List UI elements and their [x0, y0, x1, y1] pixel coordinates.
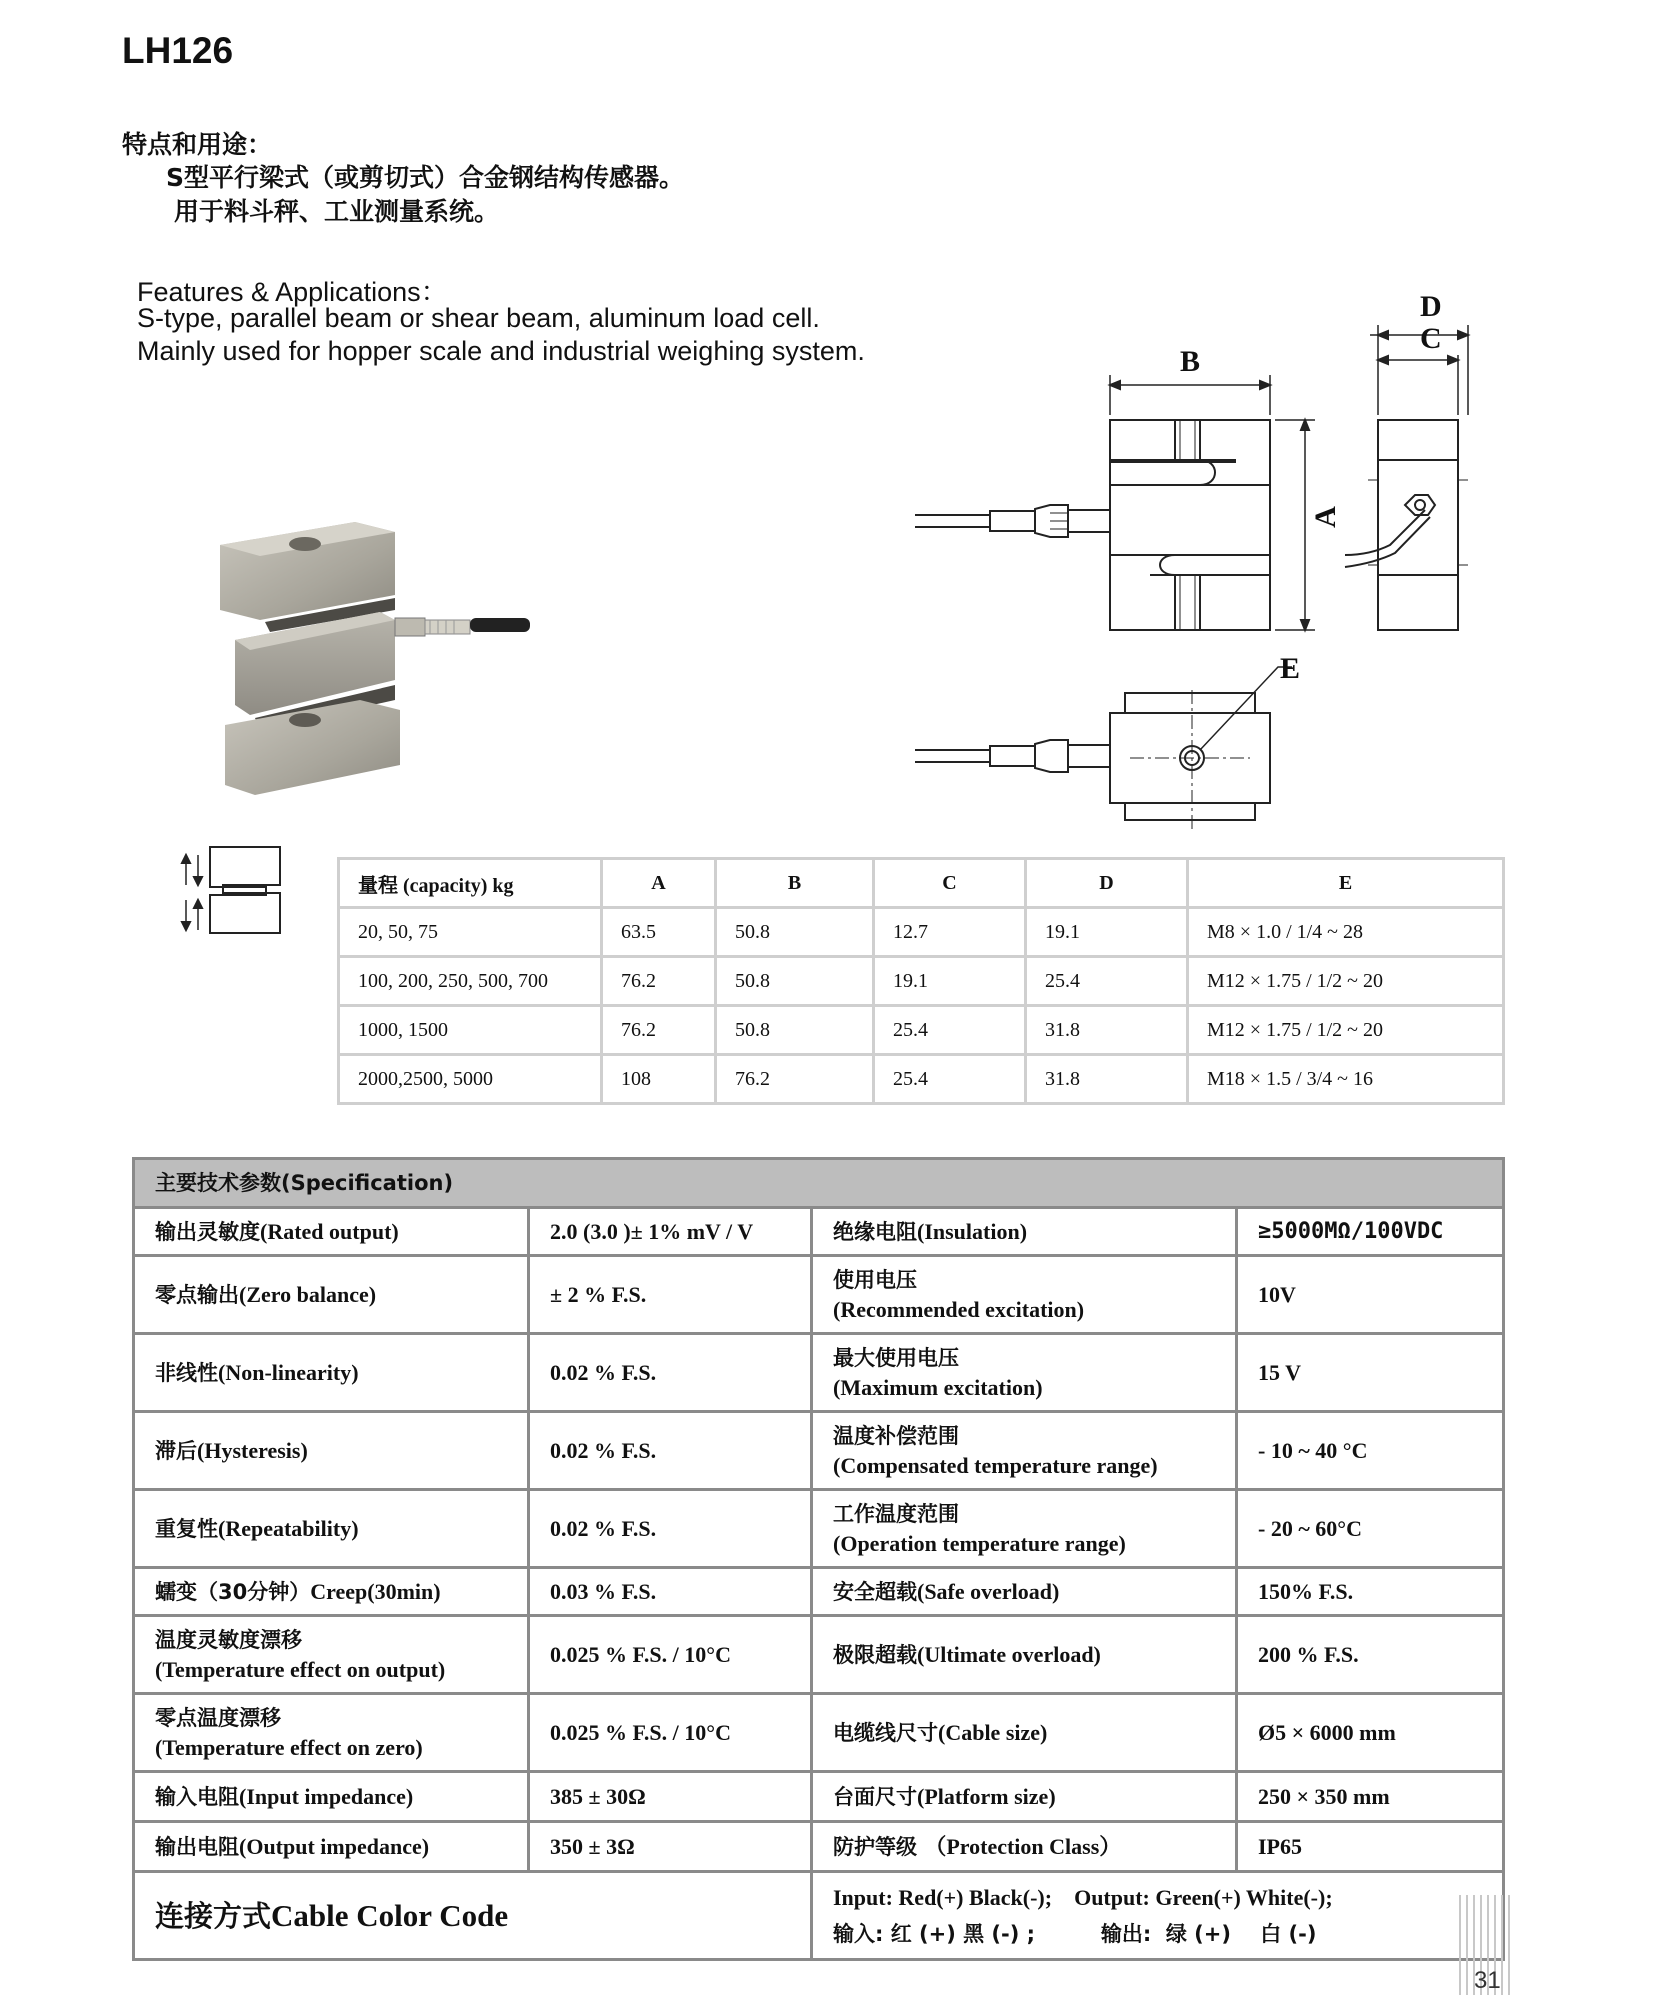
spec-value: 200 % F.S. [1237, 1616, 1504, 1694]
spec-label [812, 1822, 1237, 1872]
spec-label [812, 1412, 1237, 1490]
features-en-heading: Features & Applications： [137, 277, 448, 307]
spec-row [134, 1412, 1504, 1490]
spec-label-cn: 温度补偿范围 [833, 1423, 959, 1448]
spec-value: 0.025 % F.S. / 10°C [529, 1694, 812, 1772]
specification-table [132, 1157, 1505, 1961]
page-title: LH126 [122, 30, 234, 71]
spec-label-cn: 重复性 [155, 1516, 218, 1541]
spec-row [134, 1822, 1504, 1872]
table-row [339, 1055, 1504, 1104]
spec-label-cn: 最大使用电压 [833, 1345, 959, 1370]
spec-row [134, 1334, 1504, 1412]
table-header-cell: C [874, 859, 1026, 908]
spec-row [134, 1616, 1504, 1694]
spec-label [812, 1334, 1237, 1412]
spec-row [134, 1694, 1504, 1772]
table-cell: 19.1 [874, 957, 1026, 1006]
dimensions-table [337, 857, 1505, 1105]
table-header-cell: D [1026, 859, 1188, 908]
features-cn-line1: S型平行梁式（或剪切式）合金钢结构传感器。 [166, 163, 685, 192]
spec-label-cn: 输入电阻 [155, 1784, 239, 1809]
spec-label-en: (Rated output) [260, 1218, 399, 1244]
table-row [339, 957, 1504, 1006]
spec-value: Ø5 × 6000 mm [1237, 1694, 1504, 1772]
table-cell: 2000,2500, 5000 [339, 1055, 602, 1104]
spec-label-cn: 温度灵敏度漂移 [155, 1627, 302, 1652]
spec-label-en: (Input impedance) [239, 1783, 414, 1809]
spec-label-cn: 防护等级 [833, 1834, 925, 1859]
label-e: E [1280, 652, 1301, 685]
spec-label-en: (Output impedance) [239, 1833, 430, 1859]
spec-label-en: (Operation temperature range) [833, 1530, 1126, 1556]
table-cell: M12 × 1.75 / 1/2 ~ 20 [1188, 1006, 1504, 1055]
table-header-cell: A [602, 859, 716, 908]
spec-label-en: (Non-linearity) [218, 1359, 359, 1385]
spec-label-cn: 电缆线尺寸 [833, 1720, 938, 1745]
spec-label [812, 1616, 1237, 1694]
table-header-cell: E [1188, 859, 1504, 908]
spec-label-en: (Hysteresis) [197, 1437, 308, 1463]
s-shape-icon [178, 845, 288, 935]
table-cell: 63.5 [602, 908, 716, 957]
table-cell: M18 × 1.5 / 3/4 ~ 16 [1188, 1055, 1504, 1104]
spec-value: - 10 ~ 40 °C [1237, 1412, 1504, 1490]
spec-value: ± 2 % F.S. [529, 1256, 812, 1334]
spec-header-row [134, 1159, 1504, 1208]
spec-label [134, 1490, 529, 1568]
spec-value: 10V [1237, 1256, 1504, 1334]
table-cell: 76.2 [602, 957, 716, 1006]
spec-label [812, 1568, 1237, 1616]
spec-value: 0.02 % F.S. [529, 1334, 812, 1412]
table-cell: 20, 50, 75 [339, 908, 602, 957]
cable-color-label-cn: 连接方式 [155, 1898, 272, 1933]
spec-value: 0.03 % F.S. [529, 1568, 812, 1616]
table-header-row [339, 859, 1504, 908]
spec-label-cn: 台面尺寸 [833, 1784, 917, 1809]
spec-label [134, 1694, 529, 1772]
spec-label-en: (Zero balance) [239, 1281, 377, 1307]
table-cell: 50.8 [716, 957, 874, 1006]
spec-row [134, 1490, 1504, 1568]
spec-label-cn: 安全超载 [833, 1579, 917, 1604]
spec-value: 0.02 % F.S. [529, 1412, 812, 1490]
spec-label-cn: 极限超载 [833, 1642, 917, 1667]
spec-row [134, 1568, 1504, 1616]
spec-label-cn: 非线性 [155, 1360, 218, 1385]
features-en-line2: Mainly used for hopper scale and industrial weighing system. [137, 336, 865, 366]
spec-label-en: (Maximum excitation) [833, 1374, 1043, 1400]
spec-row [134, 1208, 1504, 1256]
cable-color-info [812, 1872, 1504, 1960]
spec-label-en: (Repeatability) [218, 1515, 359, 1541]
spec-label-cn: 零点输出 [155, 1282, 239, 1307]
spec-label-cn: 输出电阻 [155, 1834, 239, 1859]
spec-value: 0.025 % F.S. / 10°C [529, 1616, 812, 1694]
spec-label-cn: 输出灵敏度 [155, 1219, 260, 1244]
table-cell: 1000, 1500 [339, 1006, 602, 1055]
spec-label-cn: 绝缘电阻 [833, 1219, 917, 1244]
spec-label-en: （Protection Class） [924, 1833, 1122, 1859]
spec-label [812, 1208, 1237, 1256]
spec-label [134, 1772, 529, 1822]
table-cell: M8 × 1.0 / 1/4 ~ 28 [1188, 908, 1504, 957]
spec-label-en: (Platform size) [917, 1783, 1056, 1809]
cable-color-label-en: Cable Color Code [271, 1897, 509, 1933]
spec-label-en: (Cable size) [938, 1719, 1048, 1745]
spec-value: 350 ± 3Ω [529, 1822, 812, 1872]
spec-header [134, 1159, 1504, 1208]
spec-label-cn: 使用电压 [833, 1267, 917, 1292]
table-row [339, 908, 1504, 957]
spec-header-text: 主要技术参数(Specification) [155, 1171, 454, 1195]
spec-value: ≥5000MΩ/100VDC [1237, 1208, 1504, 1256]
table-cell: M12 × 1.75 / 1/2 ~ 20 [1188, 957, 1504, 1006]
spec-value: 0.02 % F.S. [529, 1490, 812, 1568]
spec-row [134, 1256, 1504, 1334]
table-cell: 100, 200, 250, 500, 700 [339, 957, 602, 1006]
spec-value: IP65 [1237, 1822, 1504, 1872]
table-cell: 31.8 [1026, 1055, 1188, 1104]
spec-label [134, 1256, 529, 1334]
table-cell: 25.4 [1026, 957, 1188, 1006]
spec-label-cn: 蠕变（30分钟） [155, 1579, 311, 1604]
features-en-line1: S-type, parallel beam or shear beam, aluminum load cell. [137, 303, 820, 333]
table-cell: 12.7 [874, 908, 1026, 957]
spec-value: 2.0 (3.0 )± 1% mV / V [529, 1208, 812, 1256]
spec-label [812, 1694, 1237, 1772]
load-cell-photo [210, 510, 550, 800]
label-c: C [1420, 322, 1442, 355]
table-cell: 19.1 [1026, 908, 1188, 957]
spec-label [134, 1412, 529, 1490]
spec-label [134, 1334, 529, 1412]
page-number: 31 [1474, 1967, 1501, 1994]
spec-label-cn: 零点温度漂移 [155, 1705, 281, 1730]
spec-value: 385 ± 30Ω [529, 1772, 812, 1822]
table-cell: 76.2 [602, 1006, 716, 1055]
table-cell: 50.8 [716, 1006, 874, 1055]
spec-value: - 20 ~ 60°C [1237, 1490, 1504, 1568]
table-cell: 25.4 [874, 1055, 1026, 1104]
features-cn-line2: 用于料斗秤、工业测量系统。 [174, 197, 500, 226]
spec-label [134, 1208, 529, 1256]
cable-color-en: Input: Red(+) Black(-); Output: Green(+) White(-); [833, 1884, 1333, 1910]
spec-label-en: (Temperature effect on output) [155, 1656, 446, 1682]
label-b: B [1180, 345, 1201, 378]
spec-label [134, 1616, 529, 1694]
table-header-cell: 量程 (capacity) kg [339, 859, 602, 908]
table-cell: 108 [602, 1055, 716, 1104]
cable-color-row [134, 1872, 1504, 1960]
table-header-cell: B [716, 859, 874, 908]
spec-label-en: Creep(30min) [310, 1578, 441, 1604]
spec-label-en: (Ultimate overload) [917, 1641, 1101, 1667]
table-cell: 50.8 [716, 908, 874, 957]
spec-label-en: (Compensated temperature range) [833, 1452, 1158, 1478]
table-cell: 76.2 [716, 1055, 874, 1104]
spec-label [812, 1772, 1237, 1822]
table-cell: 31.8 [1026, 1006, 1188, 1055]
spec-value: 150% F.S. [1237, 1568, 1504, 1616]
spec-row [134, 1772, 1504, 1822]
spec-label-en: (Temperature effect on zero) [155, 1734, 423, 1760]
spec-label-en: (Insulation) [917, 1218, 1028, 1244]
cable-color-cn: 输入: 红 (+) 黑 (-) ; 输出: 绿 (+) 白 (-) [833, 1921, 1317, 1946]
spec-value: 250 × 350 mm [1237, 1772, 1504, 1822]
table-row [339, 1006, 1504, 1055]
features-cn-heading: 特点和用途： [122, 130, 273, 159]
label-a: A [1308, 506, 1342, 528]
spec-label-cn: 滞后 [155, 1438, 197, 1463]
spec-label-cn: 工作温度范围 [833, 1501, 959, 1526]
label-d: D [1420, 290, 1442, 323]
spec-label [134, 1568, 529, 1616]
spec-label [134, 1822, 529, 1872]
spec-label [812, 1490, 1237, 1568]
cable-color-label [134, 1872, 812, 1960]
table-cell: 25.4 [874, 1006, 1026, 1055]
spec-label-en: (Recommended excitation) [833, 1296, 1085, 1322]
spec-value: 15 V [1237, 1334, 1504, 1412]
spec-label [812, 1256, 1237, 1334]
spec-label-en: (Safe overload) [917, 1578, 1060, 1604]
